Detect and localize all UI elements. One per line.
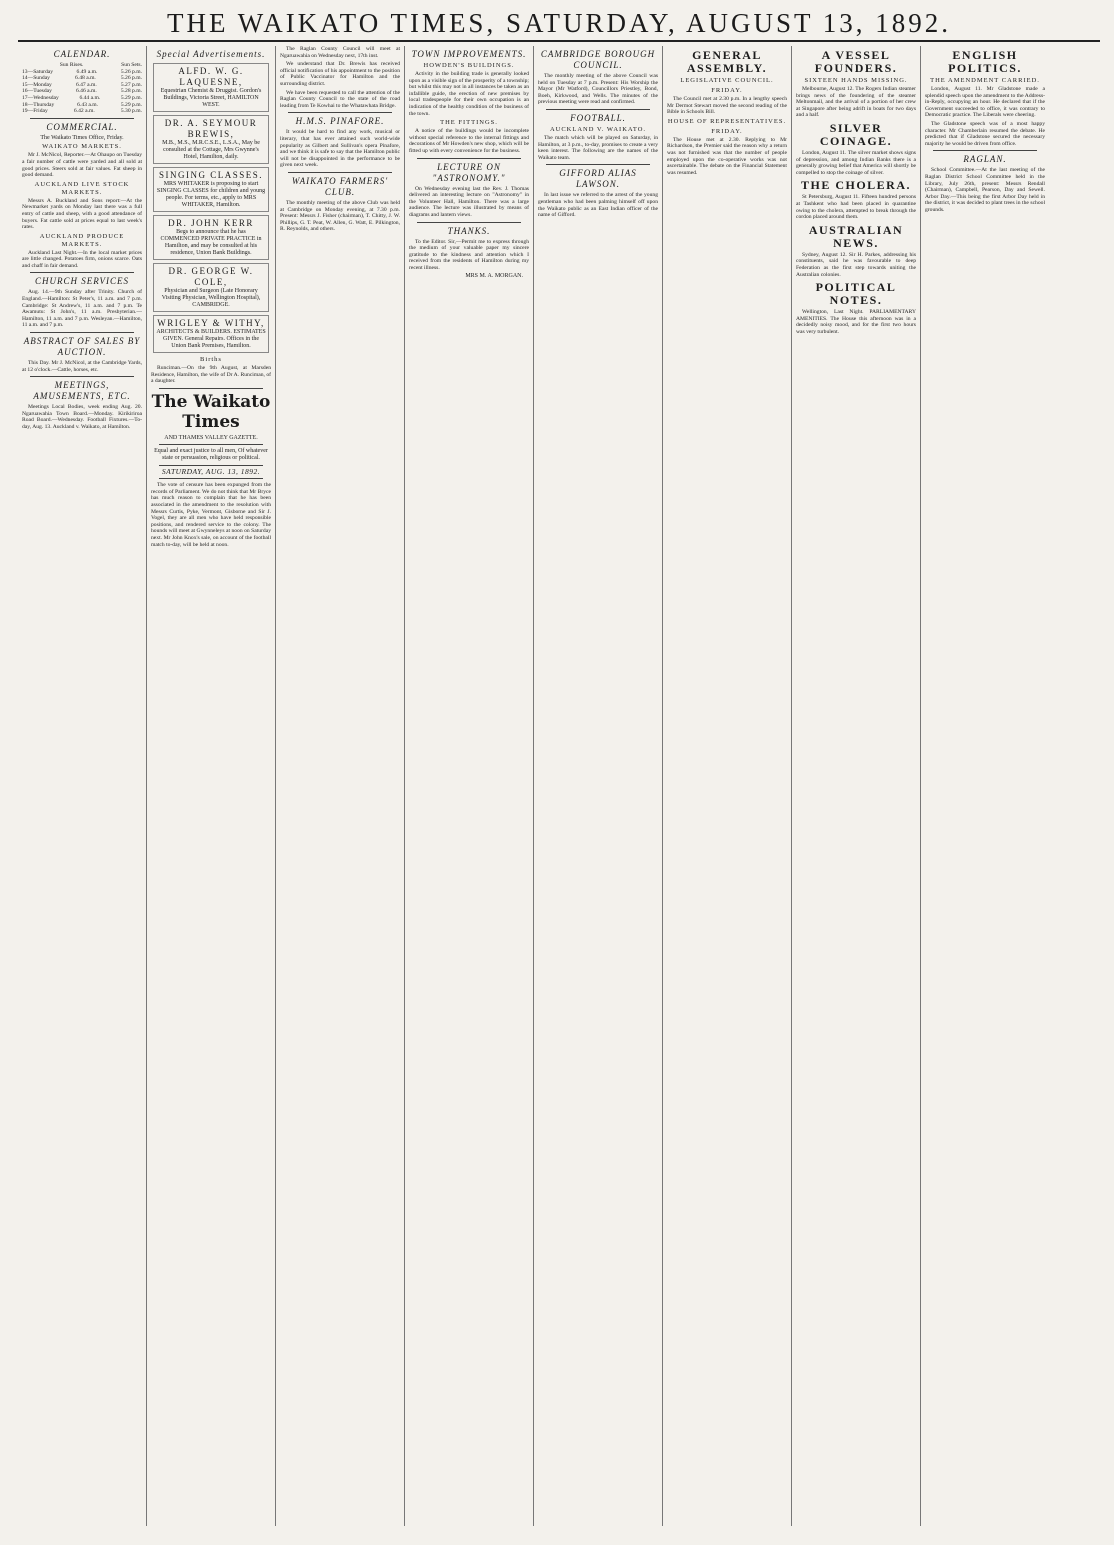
fittings-title: THE FITTINGS.: [440, 119, 498, 127]
day-heading: FRIDAY.: [711, 127, 743, 135]
farmers-club-title: WAIKATO FARMERS' CLUB.: [291, 175, 389, 197]
abstract-title: ABSTRACT OF SALES BY AUCTION.: [23, 336, 141, 358]
column-2: [147, 46, 276, 1526]
ad-name: DR. A. SEYMOUR BREWIS,: [164, 118, 258, 139]
column-3: [276, 46, 405, 1526]
births-title: Births: [200, 356, 222, 363]
calendar-header-cell: Sun Rises.: [59, 62, 84, 68]
commercial-subtitle: The Waikato Times Office, Friday.: [40, 134, 124, 141]
divider: [159, 478, 263, 479]
meetings-text: Meetings Local Bodies, week ending Aug. 20. Ngaruawahia Town Board.—Monday. Kirikiriroa Road Board.—Wednesday. Football Fixtures.—To-day, Aug. 13. Auckland v. Waikato, at Hamilton.: [22, 404, 142, 430]
political-notes-text: Wellington, Last Night. PARLIAMENTARY AMENITIES. The House this afternoon was in a decidedly noisy mood, and for the first two hours was very turbulent.: [796, 309, 916, 335]
news-paragraph: We have been requested to call the attention of the Raglan County Council to the state of the road leading from Te Kowhai to the Whatawhata Bridge.: [280, 89, 400, 109]
ad-name: DR. JOHN KERR: [168, 218, 254, 228]
divider: [30, 272, 134, 273]
sun-rise: 6.42 a.m.: [73, 108, 95, 115]
news-paragraph: The Raglan County Council will meet at Ngaruawahia on Wednesday next, 17th inst.: [280, 46, 400, 59]
divider: [933, 150, 1037, 151]
raglan-text: School Committee.—At the last meeting of the Raglan District School Committee held in the Library, July 26th, present: Messrs Rendall (Chairman), Campbell, Pearson, Day and Sewell. Arbor Day.—This being the first Arbor Day held in the district, it was decided to plant trees in the school grounds.: [925, 167, 1045, 213]
silver-coinage-title: SILVER COINAGE.: [819, 120, 893, 148]
calendar-row: [22, 102, 142, 109]
english-politics-text: London, August 11. Mr Gladstone made a splendid speech upon the amendment to the Address-in-Reply, occupying an hour. He declared that if the Government succeeded to office, it was contrary to Democratic practice. The Liberals were cheering.: [925, 86, 1045, 119]
divider: [288, 172, 392, 173]
sun-rise: 6.44 a.m.: [79, 94, 101, 101]
calendar-day: 16—Tuesday: [22, 88, 52, 95]
thanks-title: THANKS.: [447, 225, 491, 236]
column-7: [792, 46, 921, 1526]
paper-subtitle: AND THAMES VALLEY GAZETTE.: [164, 434, 258, 441]
gifford-title: GIFFORD ALIAS LAWSON.: [559, 168, 637, 190]
sun-rise: 6.47 a.m.: [75, 81, 97, 88]
divider: [30, 332, 134, 333]
column-1: [18, 46, 147, 1526]
commercial-title: COMMERCIAL.: [46, 121, 118, 132]
vessel-founders-text: Melbourne, August 12. The Rogers Indian steamer brings news of the foundering of the steamer Meltonmail, and the arrival of a portion of her crew at Singapore after being adrift in boats for two days and a half.: [796, 86, 916, 119]
fittings-text: A notice of the buildings would be incomplete without special reference to the internal fittings and decorations of Mr Howden's new shop, which will be fitted up with every convenience for the business.: [409, 128, 529, 154]
ad-text: Begs to announce that he has COMMENCED PRIVATE PRACTICE in Hamilton, and may be consulted at his residence, Union Bank Buildings.: [160, 229, 262, 256]
calendar-row: [22, 82, 142, 89]
calendar-day: 18—Thursday: [22, 101, 55, 108]
sun-set: 5.29 p.m.: [120, 101, 142, 108]
ad-name: DR. GEORGE W. COLE,: [168, 266, 254, 287]
divider: [417, 222, 521, 223]
football-text: The match which will be played on Saturday, in Hamilton, at 3 p.m., to-day, promises to create a very keen interest. The following are the names of the Waikato team.: [538, 134, 658, 161]
news-paragraph: We understand that Dr. Brewis has received official notification of his appointment to the position of Public Vaccinator for Hamilton and the surrounding district.: [280, 61, 400, 87]
football-subtitle: AUCKLAND V. WAIKATO.: [549, 125, 647, 133]
gifford-text: In last issue we referred to the arrest of the young gentleman who had been palming himself off upon the Waikato public as an East Indian officer of the name of Gifford.: [538, 192, 658, 219]
calendar-day: 17—Wednesday: [22, 94, 59, 101]
divider: [288, 112, 392, 113]
ad-text: Physician and Surgeon (Late Honorary Visiting Physician, Wellington Hospital), CAMBRIDGE.: [161, 288, 261, 308]
masthead: THE WAIKATO TIMES, SATURDAY, AUGUST 13, 1892.: [18, 6, 1100, 42]
editorial-text: The vote of censure has been expunged from the records of Parliament. We do not think that Mr Bryce has much reason to complain that he has been associated in the amendment to the resolution with Messrs Curtis, Pyke, Vermont, Gisborne and Sir J. Vogel, they are all men who have held responsible positions, and rendered service to the colony. The hounds will meet at Gwynneleys at noon on Saturday next. Mr John Knox's sale, on account of the football match to-day, will be held at noon.: [151, 482, 271, 548]
advertisement: [153, 215, 269, 260]
thanks-signature: MRS M. A. MORGAN.: [465, 273, 523, 280]
advertisement: [153, 63, 269, 112]
lecture-text: On Wednesday evening last the Rev. J. Thomas delivered an interesting lecture on "Astronomy" in the Volunteer Hall, Hamilton. There was a large audience. The lecture was illustrated by means of diagrams and lantern views.: [409, 185, 529, 218]
town-improvements-subtitle: HOWDEN'S BUILDINGS.: [423, 62, 515, 69]
advertisement: [153, 315, 269, 353]
markets-text: Mr J. McNicol, Reporter.—At Ohaupo on Tuesday a fair number of cattle were yarded and all sold at good prices. Steers sold at fair values. Fat sheep in good demand.: [22, 152, 142, 179]
paper-motto: Equal and exact justice to all men, Of whatever state or persuasion, religious or political.: [154, 448, 268, 461]
sun-set: 5.30 p.m.: [120, 108, 142, 115]
legislative-council-subtitle: LEGISLATIVE COUNCIL.: [680, 77, 774, 84]
town-improvements-title: TOWN IMPROVEMENTS.: [411, 49, 527, 59]
newspaper-page: [18, 6, 1100, 1536]
australian-news-text: Sydney, August 12. Sir H. Parkes, addressing his constituents, said he was favourable to deep Federation as the first step towards uniting the Australian colonies.: [796, 251, 916, 278]
column-4: [405, 46, 534, 1526]
political-notes-title: POLITICAL NOTES.: [815, 280, 897, 308]
sun-set: 5.26 p.m.: [120, 75, 142, 82]
sun-rise: 6.49 a.m.: [76, 68, 98, 75]
general-assembly-title: GENERAL ASSEMBLY.: [686, 48, 768, 75]
meetings-title: MEETINGS, AMUSEMENTS, ETC.: [33, 380, 131, 402]
pinafore-title: H.M.S. PINAFORE.: [295, 116, 385, 127]
house-text: The House met at 2.30. Replying to Mr Richardson, the Premier said the reason why a return was not furnished was that the number of people employed upon the co-operative works was not ascertainable. The debate on the Financial Statement was resumed.: [667, 136, 787, 176]
divider: [30, 118, 134, 119]
calendar-header-cell: Sun Sets.: [121, 62, 142, 68]
calendar-day: 19—Friday: [22, 108, 48, 115]
ad-text: ARCHITECTS & BUILDERS. ESTIMATES GIVEN. General Repairs. Offices in the Union Bank Premises, Hamilton.: [156, 329, 266, 349]
ad-text: Equestrian Chemist & Druggist. Gordon's Buildings, Victoria Street, HAMILTON WEST.: [160, 88, 262, 108]
divider: [159, 444, 263, 445]
special-ads-title: Special Advertisements.: [156, 49, 266, 59]
sun-rise: 6.46 a.m.: [75, 88, 97, 95]
day-heading: FRIDAY.: [711, 87, 743, 94]
sun-set: 5.26 p.m.: [120, 68, 142, 75]
sun-set: 5.28 p.m.: [120, 88, 142, 95]
sun-rise: 6.43 a.m.: [77, 101, 98, 108]
produce-text: Auckland Last Night.—In the local market prices are little changed. Potatoes firm, onions scarce. Oats and chaff in fair demand.: [22, 249, 142, 269]
produce-title: AUCKLAND PRODUCE MARKETS.: [39, 232, 125, 248]
ad-text: M.B., M.S., M.R.C.S.E., L.S.A., May be consulted at the Cottage, Mrs Gwynne's Hotel, Hamilton, daily.: [162, 140, 260, 160]
town-improvements-text: Activity in the building trade is generally looked upon as a visible sign of the prosperity of a township; but whilst this may not in all instances be taken as an infallible guide, the erection of new premises by local tradespeople for their own occupation is an indication of the healthy condition of the business of the town.: [409, 71, 529, 117]
vessel-founders-subtitle: SIXTEEN HANDS MISSING.: [804, 77, 908, 84]
english-politics-title: ENGLISH POLITICS.: [948, 48, 1022, 75]
divider: [417, 158, 521, 159]
advertisement: [153, 115, 269, 164]
paper-dateline: SATURDAY, AUG. 13, 1892.: [161, 466, 261, 476]
vessel-founders-title: A VESSEL FOUNDERS.: [814, 48, 898, 75]
thanks-text: To the Editor. Sir,—Permit me to express through the medium of your valuable paper my sincere gratitude to the kindness and attention which I received from the residents of Hamilton during my recent illness.: [409, 238, 529, 271]
column-5: [534, 46, 663, 1526]
calendar-row: [22, 108, 142, 115]
sun-set: 5.29 p.m.: [120, 94, 142, 101]
column-8: [921, 46, 1049, 1526]
sun-rise: 6.48 a.m.: [75, 75, 96, 82]
auckland-livestock-text: Messrs A. Buckland and Sons report:—At the Newmarket yards on Monday last there was a full entry of cattle and sheep, with a good attendance of buyers. Fat cattle sold at prices equal to last week's rates.: [22, 197, 142, 231]
divider: [159, 388, 263, 389]
cholera-title: THE CHOLERA.: [800, 178, 911, 193]
sun-set: 5.27 p.m.: [120, 81, 142, 88]
divider: [546, 109, 650, 110]
church-text: Aug. 14.—9th Sunday after Trinity. Church of England.—Hamilton: St Peter's, 11 a.m. and 7 p.m. Cambridge: St Andrew's, 11 a.m. and 7 p.m. Te Awamutu: St John's, 11 a.m. Presbyterian.—Hamilton, 11 a.m. and 7 p.m. Wesleyan.—Hamilton, 11 a.m. and 7 p.m.: [22, 289, 142, 329]
calendar-row: [22, 69, 142, 76]
calendar-day: 14—Sunday: [22, 75, 50, 82]
ad-text: MRS WHITAKER is proposing to start SINGING CLASSES for children and young people. For terms, etc., apply to MRS WHITAKER, Hamilton.: [156, 181, 266, 208]
calendar-header: [22, 62, 142, 69]
church-title: CHURCH SERVICES: [34, 276, 130, 287]
house-subtitle: HOUSE OF REPRESENTATIVES.: [667, 117, 787, 125]
raglan-title: RAGLAN.: [963, 154, 1007, 165]
calendar-title: CALENDAR.: [53, 49, 111, 59]
calendar-day: 13—Saturday: [22, 68, 54, 75]
pinafore-text: It would be hard to find any work, musical or literary, that has ever attained such world-wide popularity as Gilbert and Sullivan's opera Pinafore, and we think it is safe to say that the Hamilton public will not be disappointed in the performance to be given next week.: [280, 129, 400, 169]
farmers-club-text: The monthly meeting of the above Club was held at Cambridge on Monday evening, at 7.30 p.m. Present: Messrs J. Fisher (chairman), T. Chitty, J. W. Phillips, G. T. Peat, W. Allen, G. Watt, E. Pilkington, R. Reynolds, and others.: [280, 199, 400, 233]
markets-title: WAIKATO MARKETS.: [42, 143, 122, 151]
abstract-text: This Day. Mr J. McNicol, at the Cambridge Yards, at 12 o'clock.—Cattle, horses, etc.: [22, 360, 142, 373]
divider: [159, 465, 263, 466]
divider: [30, 376, 134, 377]
ad-name: WRIGLEY & WITHY,: [157, 318, 265, 328]
silver-coinage-text: London, August 11. The silver market shows signs of depression, and among Indian Banks there is a generally growing belief that America will shortly be compelled to stop the coinage of silver.: [796, 149, 916, 176]
calendar-day: 15—Monday: [22, 81, 52, 88]
auckland-livestock-title: AUCKLAND LIVE STOCK MARKETS.: [34, 180, 130, 196]
english-politics-text: The Gladstone speech was of a most happy character. Mr Chamberlain resumed the debate. He predicted that if Gladstone secured the necessary majority he would be driven from office.: [925, 120, 1045, 147]
football-title: FOOTBALL.: [570, 112, 626, 123]
cholera-text: St Petersburg, August 11. Fifteen hundred persons at Tashkent who had been placed in quarantine owing to the cholera, attempted to break through the cordon placed around them.: [796, 194, 916, 221]
divider: [546, 164, 650, 165]
ad-name: SINGING CLASSES.: [158, 170, 263, 180]
paper-nameplate: The Waikato Times: [151, 391, 271, 432]
calendar-row: [22, 88, 142, 95]
births-text: Runciman.—On the 9th August, at Marsden Residence, Hamilton, the wife of Dr A. Runciman, of a daughter.: [151, 365, 271, 385]
calendar-row: [22, 95, 142, 102]
english-politics-subtitle: THE AMENDMENT CARRIED.: [930, 77, 1040, 84]
columns: [18, 46, 1100, 1526]
australian-news-title: AUSTRALIAN NEWS.: [808, 222, 904, 250]
advertisement: [153, 263, 269, 312]
ad-name: ALFD. W. G. LAQUESNE,: [178, 66, 244, 87]
advertisement: [153, 167, 269, 212]
lecture-title: LECTURE ON "ASTRONOMY.": [432, 161, 506, 183]
borough-council-text: The monthly meeting of the above Council was held on Tuesday at 7 p.m. Present: His Worship the Mayor (Mr Watford), Councillors Priestley, Bond, Boeh, Kirkwood, and Wells. The minutes of the previous meeting were read and confirmed.: [538, 73, 658, 106]
council-text: The Council met at 2.30 p.m. In a lengthy speech Mr Dermot Stewart moved the second reading of the Bible in Schools Bill.: [667, 96, 787, 116]
column-6: [663, 46, 792, 1526]
calendar-row: [22, 75, 142, 82]
borough-council-title: CAMBRIDGE BOROUGH COUNCIL.: [540, 49, 656, 70]
